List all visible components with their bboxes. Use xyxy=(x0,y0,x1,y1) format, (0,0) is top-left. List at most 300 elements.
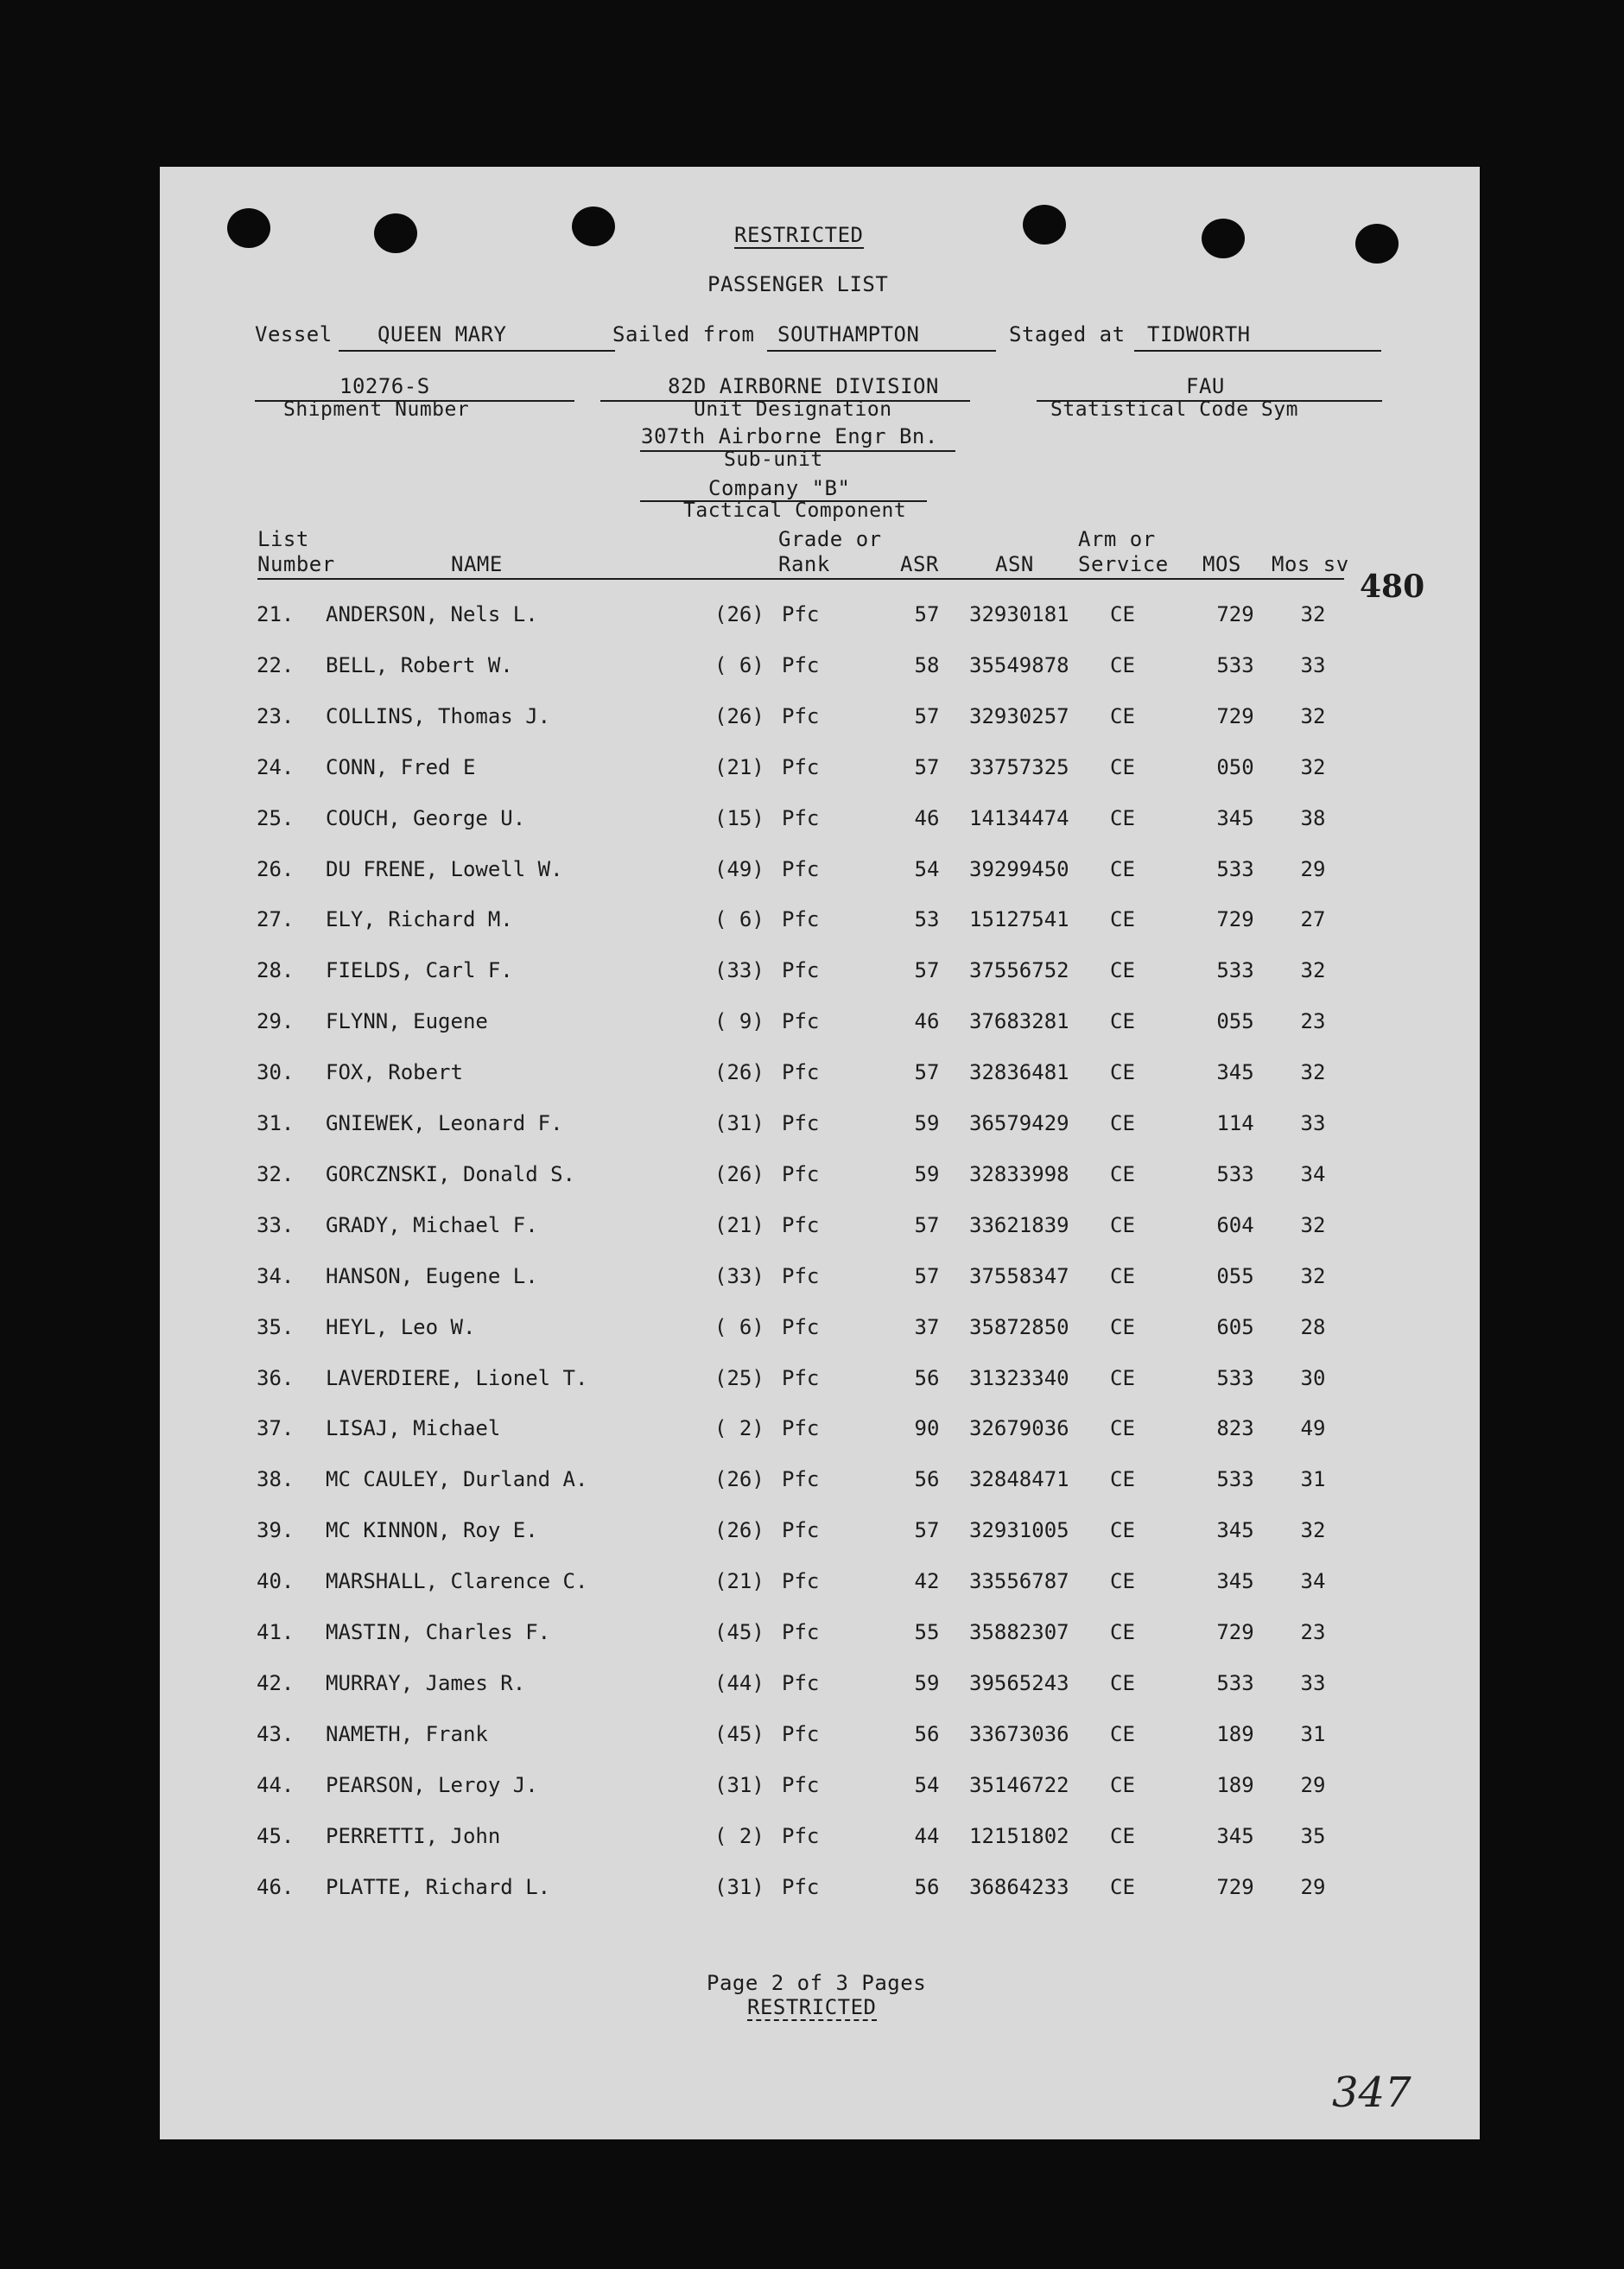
row-rank: Pfc xyxy=(782,1670,820,1695)
row-asn: 32930257 xyxy=(969,703,1069,728)
row-asr: 44 xyxy=(914,1823,940,1848)
row-mos: 533 xyxy=(1216,856,1254,881)
row-mos-sv: 31 xyxy=(1300,1721,1326,1746)
row-name: ELY, Richard M. xyxy=(326,907,513,932)
row-asr: 90 xyxy=(914,1416,940,1441)
row-arm: CE xyxy=(1110,652,1135,677)
unit-designation-label: Unit Designation xyxy=(694,398,892,421)
row-asn: 32931005 xyxy=(969,1518,1069,1543)
row-asr: 46 xyxy=(914,805,940,830)
table-row xyxy=(160,1111,1480,1146)
row-rank: Pfc xyxy=(782,1009,820,1034)
row-arm: CE xyxy=(1110,1416,1135,1441)
row-code: ( 9) xyxy=(714,1009,764,1034)
row-mos: 533 xyxy=(1216,1670,1254,1695)
row-mos-sv: 33 xyxy=(1300,1670,1326,1695)
row-code: (33) xyxy=(714,1263,764,1288)
row-rank: Pfc xyxy=(782,1365,820,1390)
table-row xyxy=(160,1875,1480,1910)
vessel-underline xyxy=(339,350,615,352)
row-name: CONN, Fred E xyxy=(326,754,476,779)
row-list-number: 22. xyxy=(257,652,295,677)
row-list-number: 44. xyxy=(257,1772,295,1797)
row-asr: 55 xyxy=(914,1620,940,1644)
shipment-number-label: Shipment Number xyxy=(283,398,470,421)
row-rank: Pfc xyxy=(782,754,820,779)
row-code: ( 2) xyxy=(714,1823,764,1848)
row-asr: 56 xyxy=(914,1721,940,1746)
row-name: PERRETTI, John xyxy=(326,1823,501,1848)
row-list-number: 25. xyxy=(257,805,295,830)
row-rank: Pfc xyxy=(782,1111,820,1135)
row-code: (26) xyxy=(714,703,764,728)
row-rank: Pfc xyxy=(782,703,820,728)
row-mos-sv: 29 xyxy=(1300,1772,1326,1797)
staged-at-label: Staged at xyxy=(1009,322,1126,346)
row-list-number: 24. xyxy=(257,754,295,779)
row-asr: 37 xyxy=(914,1314,940,1339)
row-list-number: 36. xyxy=(257,1365,295,1390)
row-code: (21) xyxy=(714,754,764,779)
punch-hole xyxy=(1023,205,1066,245)
row-mos: 823 xyxy=(1216,1416,1254,1441)
table-row xyxy=(160,1366,1480,1401)
row-mos-sv: 32 xyxy=(1300,754,1326,779)
row-arm: CE xyxy=(1110,805,1135,830)
tactical-component-label: Tactical Component xyxy=(683,499,907,522)
row-arm: CE xyxy=(1110,1365,1135,1390)
row-name: HANSON, Eugene L. xyxy=(326,1263,538,1288)
statistical-code-label: Statistical Code Sym xyxy=(1050,398,1298,421)
row-arm: CE xyxy=(1110,1670,1135,1695)
row-list-number: 35. xyxy=(257,1314,295,1339)
staged-at-underline xyxy=(1134,350,1381,352)
row-list-number: 37. xyxy=(257,1416,295,1441)
row-asn: 35146722 xyxy=(969,1772,1069,1797)
page-title: PASSENGER LIST xyxy=(707,272,889,296)
row-asn: 32679036 xyxy=(969,1416,1069,1441)
row-mos-sv: 38 xyxy=(1300,805,1326,830)
row-arm: CE xyxy=(1110,856,1135,881)
table-row xyxy=(160,857,1480,892)
table-row xyxy=(160,1467,1480,1502)
row-asn: 31323340 xyxy=(969,1365,1069,1390)
table-row xyxy=(160,1162,1480,1197)
row-name: LAVERDIERE, Lionel T. xyxy=(326,1365,588,1390)
sailed-from-underline xyxy=(767,350,996,352)
row-arm: CE xyxy=(1110,1009,1135,1034)
row-asn: 37558347 xyxy=(969,1263,1069,1288)
row-arm: CE xyxy=(1110,703,1135,728)
row-mos-sv: 33 xyxy=(1300,1111,1326,1135)
document-page xyxy=(160,167,1480,2139)
row-mos: 189 xyxy=(1216,1721,1254,1746)
row-list-number: 29. xyxy=(257,1009,295,1034)
row-asr: 57 xyxy=(914,1518,940,1543)
row-asn: 32836481 xyxy=(969,1060,1069,1085)
row-mos-sv: 35 xyxy=(1300,1823,1326,1848)
row-asn: 35872850 xyxy=(969,1314,1069,1339)
row-asr: 42 xyxy=(914,1569,940,1594)
row-mos-sv: 32 xyxy=(1300,1263,1326,1288)
col-asn: ASN xyxy=(995,552,1034,576)
row-rank: Pfc xyxy=(782,1263,820,1288)
row-list-number: 40. xyxy=(257,1569,295,1594)
row-asn: 39299450 xyxy=(969,856,1069,881)
row-rank: Pfc xyxy=(782,907,820,932)
row-mos: 345 xyxy=(1216,1060,1254,1085)
row-rank: Pfc xyxy=(782,1772,820,1797)
table-row xyxy=(160,755,1480,790)
col-grade-2: Rank xyxy=(778,552,830,576)
row-asr: 57 xyxy=(914,1060,940,1085)
row-list-number: 32. xyxy=(257,1161,295,1186)
row-code: ( 6) xyxy=(714,652,764,677)
row-asn: 37683281 xyxy=(969,1009,1069,1034)
table-row xyxy=(160,1060,1480,1095)
row-code: ( 6) xyxy=(714,1314,764,1339)
row-arm: CE xyxy=(1110,958,1135,983)
row-code: (49) xyxy=(714,856,764,881)
row-mos: 729 xyxy=(1216,1620,1254,1644)
row-asr: 54 xyxy=(914,1772,940,1797)
row-asn: 33757325 xyxy=(969,754,1069,779)
header-rule xyxy=(257,578,1344,580)
table-row xyxy=(160,1722,1480,1757)
row-name: COUCH, George U. xyxy=(326,805,526,830)
punch-hole xyxy=(572,207,615,246)
row-asn: 36864233 xyxy=(969,1874,1069,1899)
row-code: (26) xyxy=(714,1467,764,1492)
row-mos: 345 xyxy=(1216,805,1254,830)
table-row xyxy=(160,1620,1480,1655)
row-list-number: 38. xyxy=(257,1467,295,1492)
row-rank: Pfc xyxy=(782,958,820,983)
row-mos: 533 xyxy=(1216,1161,1254,1186)
row-mos: 533 xyxy=(1216,652,1254,677)
row-arm: CE xyxy=(1110,1874,1135,1899)
table-row xyxy=(160,1213,1480,1248)
row-arm: CE xyxy=(1110,1212,1135,1237)
row-rank: Pfc xyxy=(782,1620,820,1644)
row-arm: CE xyxy=(1110,1111,1135,1135)
row-asr: 57 xyxy=(914,602,940,626)
row-list-number: 30. xyxy=(257,1060,295,1085)
row-code: ( 2) xyxy=(714,1416,764,1441)
row-name: HEYL, Leo W. xyxy=(326,1314,476,1339)
row-list-number: 41. xyxy=(257,1620,295,1644)
row-mos: 055 xyxy=(1216,1009,1254,1034)
row-list-number: 23. xyxy=(257,703,295,728)
row-asn: 15127541 xyxy=(969,907,1069,932)
row-mos-sv: 27 xyxy=(1300,907,1326,932)
sub-unit-label: Sub-unit xyxy=(724,448,823,471)
row-name: MURRAY, James R. xyxy=(326,1670,526,1695)
row-mos-sv: 32 xyxy=(1300,1212,1326,1237)
row-arm: CE xyxy=(1110,1161,1135,1186)
table-row xyxy=(160,704,1480,739)
table-row xyxy=(160,1518,1480,1553)
row-mos-sv: 23 xyxy=(1300,1009,1326,1034)
row-asr: 59 xyxy=(914,1161,940,1186)
row-code: (26) xyxy=(714,1161,764,1186)
col-arm-2: Service xyxy=(1078,552,1169,576)
table-row xyxy=(160,1315,1480,1350)
row-arm: CE xyxy=(1110,1620,1135,1644)
row-arm: CE xyxy=(1110,1518,1135,1543)
table-row xyxy=(160,806,1480,841)
col-asr: ASR xyxy=(900,552,939,576)
row-name: DU FRENE, Lowell W. xyxy=(326,856,563,881)
row-mos-sv: 32 xyxy=(1300,703,1326,728)
col-mos-sv: Mos sv xyxy=(1272,552,1349,576)
row-code: (26) xyxy=(714,1518,764,1543)
row-name: GORCZNSKI, Donald S. xyxy=(326,1161,575,1186)
row-asr: 57 xyxy=(914,958,940,983)
col-arm-1: Arm or xyxy=(1078,527,1156,551)
row-code: (26) xyxy=(714,1060,764,1085)
row-asn: 12151802 xyxy=(969,1823,1069,1848)
row-name: PLATTE, Richard L. xyxy=(326,1874,551,1899)
row-mos: 345 xyxy=(1216,1518,1254,1543)
handwritten-number: 347 xyxy=(1332,2069,1411,2117)
table-row xyxy=(160,1416,1480,1451)
row-mos-sv: 32 xyxy=(1300,1060,1326,1085)
row-list-number: 45. xyxy=(257,1823,295,1848)
row-code: (31) xyxy=(714,1111,764,1135)
row-arm: CE xyxy=(1110,1060,1135,1085)
row-list-number: 42. xyxy=(257,1670,295,1695)
row-code: (45) xyxy=(714,1721,764,1746)
row-code: (31) xyxy=(714,1772,764,1797)
row-arm: CE xyxy=(1110,1263,1135,1288)
sub-unit: 307th Airborne Engr Bn. xyxy=(641,424,938,448)
row-mos: 729 xyxy=(1216,907,1254,932)
col-list-number-2: Number xyxy=(257,552,335,576)
row-asr: 46 xyxy=(914,1009,940,1034)
row-mos-sv: 29 xyxy=(1300,856,1326,881)
row-name: LISAJ, Michael xyxy=(326,1416,501,1441)
punch-hole xyxy=(1355,224,1399,264)
row-list-number: 31. xyxy=(257,1111,295,1135)
row-arm: CE xyxy=(1110,1314,1135,1339)
classification-bottom: RESTRICTED xyxy=(747,1995,877,2019)
row-rank: Pfc xyxy=(782,1416,820,1441)
row-arm: CE xyxy=(1110,1823,1135,1848)
row-name: PEARSON, Leroy J. xyxy=(326,1772,538,1797)
row-code: (33) xyxy=(714,958,764,983)
vessel-label: Vessel xyxy=(255,322,333,346)
row-asr: 53 xyxy=(914,907,940,932)
row-mos-sv: 32 xyxy=(1300,958,1326,983)
row-mos: 114 xyxy=(1216,1111,1254,1135)
page-number: Page 2 of 3 Pages xyxy=(707,1971,927,1995)
table-row xyxy=(160,653,1480,688)
table-row xyxy=(160,958,1480,993)
row-code: (44) xyxy=(714,1670,764,1695)
row-code: ( 6) xyxy=(714,907,764,932)
row-mos: 729 xyxy=(1216,602,1254,626)
row-asn: 35549878 xyxy=(969,652,1069,677)
row-mos-sv: 30 xyxy=(1300,1365,1326,1390)
row-asr: 56 xyxy=(914,1874,940,1899)
row-mos: 055 xyxy=(1216,1263,1254,1288)
row-rank: Pfc xyxy=(782,1212,820,1237)
row-mos: 729 xyxy=(1216,703,1254,728)
tactical-component: Company "B" xyxy=(708,476,851,500)
row-asn: 36579429 xyxy=(969,1111,1069,1135)
vessel-value: QUEEN MARY xyxy=(377,322,507,346)
row-asr: 58 xyxy=(914,652,940,677)
row-asr: 59 xyxy=(914,1670,940,1695)
row-mos: 729 xyxy=(1216,1874,1254,1899)
row-arm: CE xyxy=(1110,1569,1135,1594)
row-name: MASTIN, Charles F. xyxy=(326,1620,551,1644)
row-name: BELL, Robert W. xyxy=(326,652,513,677)
row-arm: CE xyxy=(1110,1721,1135,1746)
row-arm: CE xyxy=(1110,602,1135,626)
row-name: FOX, Robert xyxy=(326,1060,463,1085)
row-rank: Pfc xyxy=(782,1467,820,1492)
staged-at-value: TIDWORTH xyxy=(1147,322,1251,346)
table-row xyxy=(160,1824,1480,1859)
row-rank: Pfc xyxy=(782,1874,820,1899)
row-asn: 32848471 xyxy=(969,1467,1069,1492)
row-list-number: 26. xyxy=(257,856,295,881)
row-list-number: 27. xyxy=(257,907,295,932)
row-name: FIELDS, Carl F. xyxy=(326,958,513,983)
row-arm: CE xyxy=(1110,907,1135,932)
row-asr: 56 xyxy=(914,1467,940,1492)
row-asr: 57 xyxy=(914,1263,940,1288)
row-list-number: 34. xyxy=(257,1263,295,1288)
unit-designation: 82D AIRBORNE DIVISION xyxy=(668,374,939,398)
row-mos-sv: 28 xyxy=(1300,1314,1326,1339)
row-mos: 050 xyxy=(1216,754,1254,779)
row-list-number: 43. xyxy=(257,1721,295,1746)
table-row xyxy=(160,1671,1480,1706)
row-name: COLLINS, Thomas J. xyxy=(326,703,551,728)
row-mos: 189 xyxy=(1216,1772,1254,1797)
row-code: (26) xyxy=(714,602,764,626)
row-rank: Pfc xyxy=(782,1060,820,1085)
row-mos-sv: 32 xyxy=(1300,602,1326,626)
row-mos-sv: 49 xyxy=(1300,1416,1326,1441)
table-row xyxy=(160,907,1480,942)
row-rank: Pfc xyxy=(782,856,820,881)
row-mos-sv: 32 xyxy=(1300,1518,1326,1543)
row-rank: Pfc xyxy=(782,1161,820,1186)
row-name: NAMETH, Frank xyxy=(326,1721,488,1746)
row-asr: 56 xyxy=(914,1365,940,1390)
row-asn: 32930181 xyxy=(969,602,1069,626)
row-mos: 604 xyxy=(1216,1212,1254,1237)
row-mos: 345 xyxy=(1216,1823,1254,1848)
row-rank: Pfc xyxy=(782,1721,820,1746)
row-mos-sv: 23 xyxy=(1300,1620,1326,1644)
row-mos-sv: 34 xyxy=(1300,1161,1326,1186)
row-rank: Pfc xyxy=(782,805,820,830)
row-asn: 35882307 xyxy=(969,1620,1069,1644)
table-row xyxy=(160,1264,1480,1299)
row-arm: CE xyxy=(1110,754,1135,779)
row-arm: CE xyxy=(1110,1772,1135,1797)
col-name: NAME xyxy=(451,552,503,576)
row-asr: 59 xyxy=(914,1111,940,1135)
col-grade-1: Grade or xyxy=(778,527,882,551)
shipment-number: 10276-S xyxy=(339,374,430,398)
row-mos-sv: 34 xyxy=(1300,1569,1326,1594)
row-rank: Pfc xyxy=(782,652,820,677)
table-row xyxy=(160,602,1480,637)
row-rank: Pfc xyxy=(782,1314,820,1339)
row-asn: 14134474 xyxy=(969,805,1069,830)
row-code: (45) xyxy=(714,1620,764,1644)
row-list-number: 33. xyxy=(257,1212,295,1237)
row-mos: 533 xyxy=(1216,1365,1254,1390)
row-asn: 33621839 xyxy=(969,1212,1069,1237)
row-asn: 37556752 xyxy=(969,958,1069,983)
row-mos-sv: 29 xyxy=(1300,1874,1326,1899)
row-asr: 57 xyxy=(914,703,940,728)
row-asn: 32833998 xyxy=(969,1161,1069,1186)
punch-hole xyxy=(374,213,417,253)
row-code: (31) xyxy=(714,1874,764,1899)
col-mos: MOS xyxy=(1202,552,1241,576)
col-list-number-1: List xyxy=(257,527,309,551)
row-list-number: 21. xyxy=(257,602,295,626)
table-row xyxy=(160,1569,1480,1604)
row-asr: 57 xyxy=(914,1212,940,1237)
classification-top: RESTRICTED xyxy=(734,223,864,247)
row-mos: 533 xyxy=(1216,958,1254,983)
row-code: (21) xyxy=(714,1569,764,1594)
row-list-number: 39. xyxy=(257,1518,295,1543)
row-name: FLYNN, Eugene xyxy=(326,1009,488,1034)
row-rank: Pfc xyxy=(782,602,820,626)
row-asn: 33673036 xyxy=(969,1721,1069,1746)
row-asr: 54 xyxy=(914,856,940,881)
row-name: MC KINNON, Roy E. xyxy=(326,1518,538,1543)
row-code: (25) xyxy=(714,1365,764,1390)
row-mos-sv: 31 xyxy=(1300,1467,1326,1492)
sailed-from-value: SOUTHAMPTON xyxy=(777,322,920,346)
row-name: GRADY, Michael F. xyxy=(326,1212,538,1237)
row-asn: 33556787 xyxy=(969,1569,1069,1594)
stamped-number: 480 xyxy=(1360,569,1425,605)
row-arm: CE xyxy=(1110,1467,1135,1492)
row-name: MC CAULEY, Durland A. xyxy=(326,1467,588,1492)
table-row xyxy=(160,1009,1480,1044)
row-code: (21) xyxy=(714,1212,764,1237)
row-rank: Pfc xyxy=(782,1518,820,1543)
row-code: (15) xyxy=(714,805,764,830)
row-asn: 39565243 xyxy=(969,1670,1069,1695)
punch-hole xyxy=(227,208,270,248)
row-rank: Pfc xyxy=(782,1823,820,1848)
row-name: ANDERSON, Nels L. xyxy=(326,602,538,626)
row-name: MARSHALL, Clarence C. xyxy=(326,1569,588,1594)
row-list-number: 46. xyxy=(257,1874,295,1899)
row-rank: Pfc xyxy=(782,1569,820,1594)
row-mos: 605 xyxy=(1216,1314,1254,1339)
row-mos: 345 xyxy=(1216,1569,1254,1594)
row-mos: 533 xyxy=(1216,1467,1254,1492)
row-mos-sv: 33 xyxy=(1300,652,1326,677)
table-row xyxy=(160,1773,1480,1808)
statistical-code: FAU xyxy=(1186,374,1225,398)
row-list-number: 28. xyxy=(257,958,295,983)
